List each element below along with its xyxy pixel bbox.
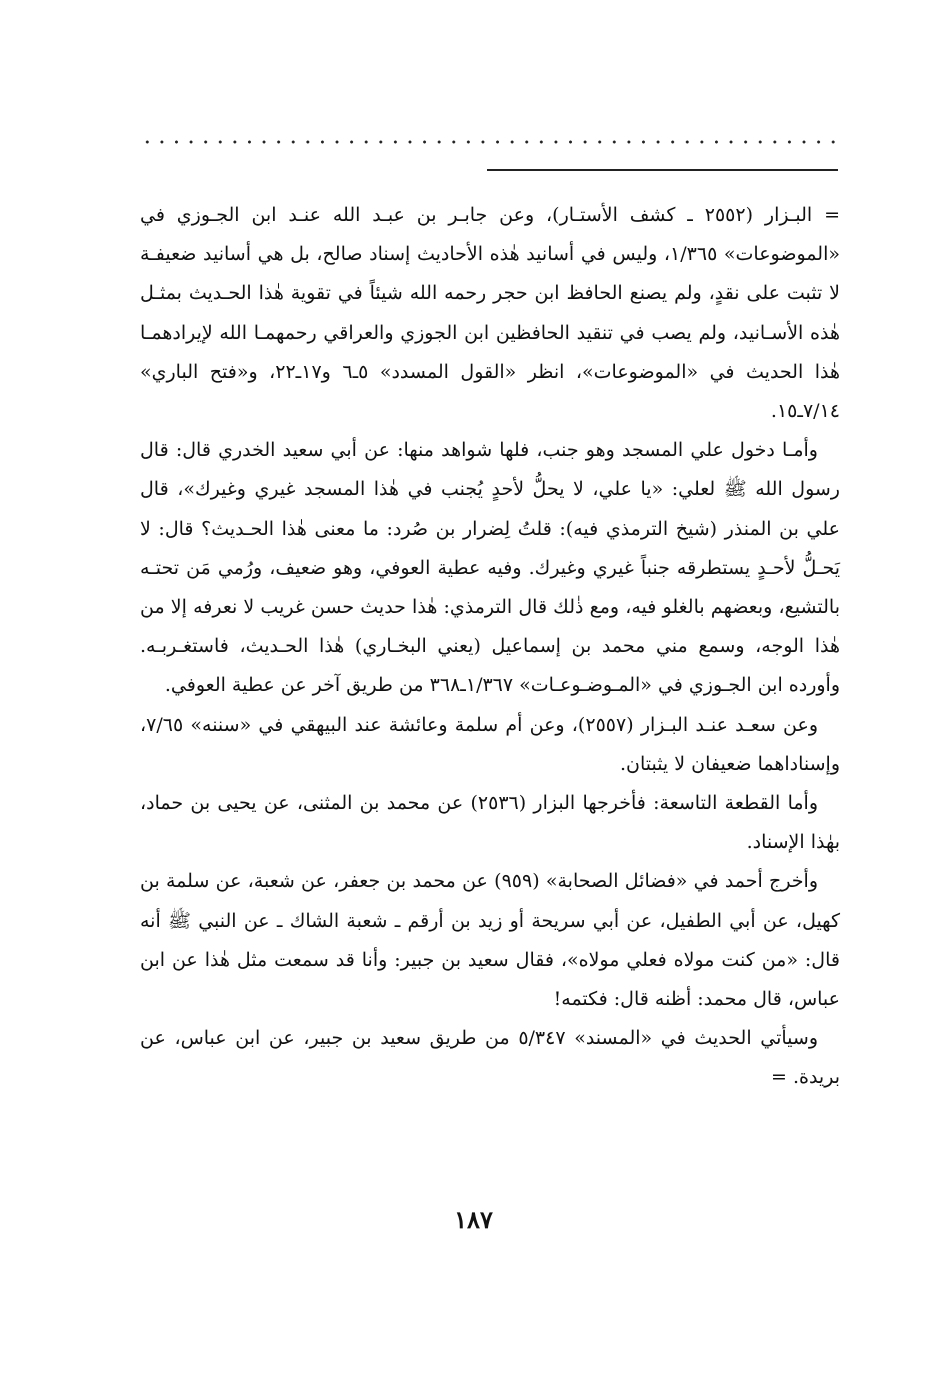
paragraph: وأما القطعة التاسعة: فأخرجها البزار (٢٥٣٦) عن محمد بن المثنى، عن يحيى بن حماد، بهٰذا الإسناد. bbox=[140, 792, 840, 854]
paragraph: وأمـا دخول علي المسجد وهو جنب، فلها شواهد منها: عن أبي سعيد الخدري قال: قال رسول الله ﷺ لعلي: «يا علي، لا يحلُّ لأحدٍ يُجنب في هٰذا المسجد غيري وغيرك»، قال علي بن المنذر (شيخ الترمذي فيه): قلتُ لِضرار بن صُرد: ما معنى هٰذا الحـديث؟ قال: لا يَحـلُّ لأحـدٍ يستطرقه جنباً غيري وغيرك. وفيه عطية العوفي، وهو ضعيف، ورُمي مَن تحتـه بالتشيع، وبعضهم بالغلو فيه، ومع ذٰلك قال الترمذي: هٰذا حديث حسن غريب لا نعرفه إلا من هٰذا الوجه، وسمع مني محمد بن إسماعيل (يعني البخـاري) هٰذا الحـديث، فاستغـربـه. وأورده ابن الجـوزي في «المـوضـوعـات» ١/٣٦٧ـ٣٦٨ من طريق آخر عن عطية العوفي. bbox=[140, 439, 840, 697]
page-number: ١٨٧ bbox=[454, 1205, 493, 1234]
footnote-body bbox=[140, 196, 840, 1098]
footnote-rule bbox=[487, 169, 838, 171]
paragraph: وسيأتي الحديث في «المسند» ٥/٣٤٧ من طريق سعيد بن جبير، عن ابن عباس، عن بريدة. = bbox=[140, 1027, 840, 1089]
paragraph: وعن سعـد عنـد البـزار (٢٥٥٧)، وعن أم سلمة وعائشة عند البيهقي في «سننه» ٧/٦٥، وإسناداهما ضعيفان لا يثبتان. bbox=[140, 713, 840, 775]
paragraph-continuation: = البـزار (٢٥٥٢ ـ كشف الأستـار)، وعن جابـر بن عبـد الله عنـد ابن الجـوزي في «الموضوعات» ١/٣٦٥، وليس في أسانيد هٰذه الأحاديث إسناد صالح، بل هي أسانيد ضعيفـة لا تثبت على نقدٍ، ولم يصنع الحافظ ابن حجر رحمه الله شيئاً في تقوية هٰذا الحـديث بمثـل هٰذه الأسـانيد، ولم يصب في تنقيد الحافظين ابن الجوزي والعراقي رحمهمـا الله لإيرادهمـا هٰذا الحديث في «الموضوعات»، انظر «القول المسدد» ٥ـ٦ و١٧ـ٢٢، و«فتح الباري» ٧/١٤ـ١٥. bbox=[140, 204, 841, 423]
dotted-separator bbox=[140, 140, 840, 144]
paragraph: وأخرج أحمد في «فضائل الصحابة» (٩٥٩) عن محمد بن جعفر، عن شعبة، عن سلمة بن كهيل، عن أبي الطفيل، عن أبي سريحة أو زيد بن أرقم ـ شعبة الشاك ـ عن النبي ﷺ أنه قال: «من كنت مولاه فعلي مولاه»، فقال سعيد بن جبير: وأنا قد سمعت مثل هٰذا عن ابن عباس، قال محمد: أظنه قال: فكتمه! bbox=[140, 870, 840, 1011]
